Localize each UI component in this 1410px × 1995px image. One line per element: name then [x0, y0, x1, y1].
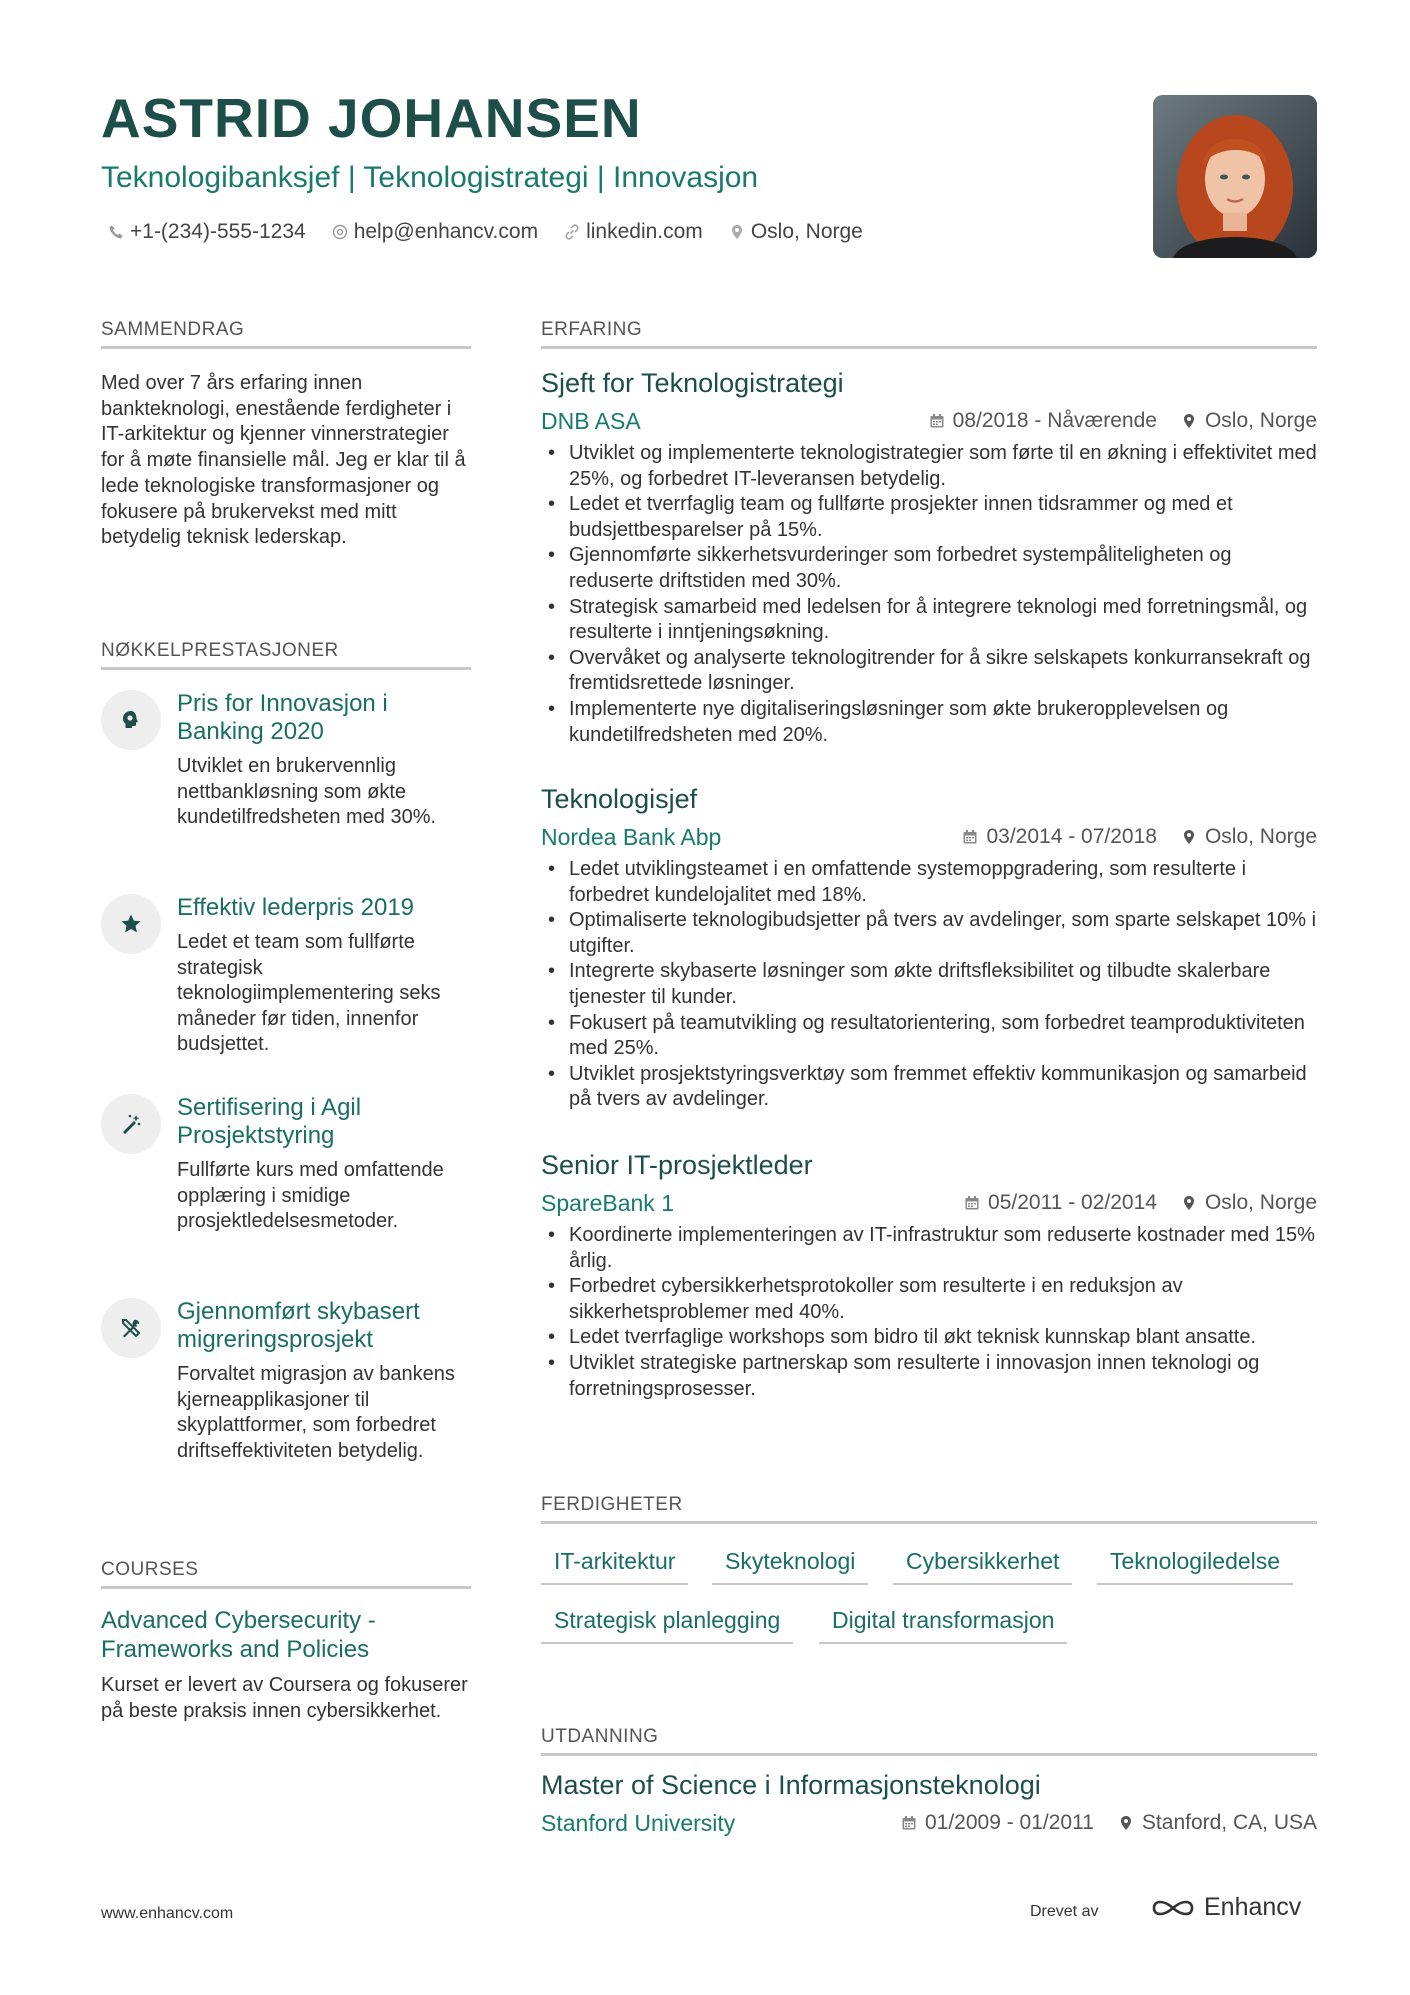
skill-tag: Cybersikkerhet [893, 1548, 1072, 1585]
job-bullet: • Forbedret cybersikkerhetsprotokoller som resulterte i en reduksjon av sikkerhetsproblemer med 40%. [545, 1274, 1320, 1325]
contact-phone [108, 220, 306, 244]
edu-school: Stanford University [541, 1810, 736, 1836]
job-location-text: Oslo, Norge [1204, 409, 1317, 432]
achievement-item [101, 690, 471, 860]
achievement-item [101, 1094, 471, 1264]
job-dates-text: 05/2011 - 02/2014 [988, 1191, 1157, 1214]
achievement-desc: Fullførte kurs med omfattende opplæring i smidige prosjektledelsesmetoder. [177, 1159, 444, 1233]
job-bullet: • Ledet et tverrfaglig team og fullførte prosjekter innen tidsrammer og med et budsjettbesparelser på 15%. [545, 492, 1320, 543]
achievement-title: Effektiv lederpris 2019 [177, 894, 415, 921]
job-bullet: • Implementerte nye digitaliseringsløsninger som økte brukeropplevelsen og kundetilfredsheten med 20%. [545, 697, 1320, 748]
job-bullet: • Ledet utviklingsteamet i en omfattende systemoppgradering, som resulterte i forbedret kundelojalitet med 18%. [545, 857, 1320, 908]
skill-tag: Skyteknologi [712, 1548, 868, 1585]
phone-text: +1-(234)-555-1234 [130, 220, 306, 243]
summary-heading: SAMMENDRAG [101, 319, 245, 340]
job-dates-text: 03/2014 - 07/2018 [986, 825, 1157, 848]
achievement-desc: Utviklet en brukervennlig nettbankløsning som økte kundetilfredsheten med 30%. [177, 755, 437, 829]
courses-rule [101, 1586, 471, 1589]
candidate-headline: Teknologibanksjef | Teknologistrategi | Innovasjon [101, 161, 759, 194]
job-bullet: • Koordinerte implementeringen av IT-infrastruktur som reduserte kostnader med 15% årlig. [545, 1223, 1320, 1274]
education-rule [541, 1753, 1317, 1756]
experience-rule [541, 346, 1317, 349]
skills-rule [541, 1521, 1317, 1524]
magic-wand-icon [119, 1112, 143, 1136]
edu-dates [901, 1811, 1094, 1835]
achievement-badge [101, 690, 161, 750]
achievement-badge [101, 894, 161, 954]
edu-meta [901, 1811, 1317, 1835]
portrait-image [1153, 95, 1317, 258]
edu-location-text: Stanford, CA, USA [1141, 1811, 1317, 1834]
tools-icon [119, 1316, 143, 1340]
map-pin-icon [729, 224, 745, 240]
job-meta [964, 1191, 1317, 1215]
linkedin-text[interactable]: linkedin.com [586, 220, 703, 243]
footer-brand[interactable] [1150, 1893, 1301, 1922]
job-bullet: • Fokusert på teamutvikling og resultatorientering, som forbedret teamproduktiviteten med 25%. [545, 1011, 1320, 1062]
footer-brand-text: Enhancv [1204, 1893, 1302, 1921]
job-company: DNB ASA [541, 408, 641, 434]
location-text: Oslo, Norge [750, 220, 863, 243]
job-company: Nordea Bank Abp [541, 824, 722, 850]
job-location-text: Oslo, Norge [1204, 1191, 1317, 1214]
skill-tag: Digital transformasjon [819, 1607, 1067, 1644]
job-title: Senior IT-prosjektleder [541, 1150, 813, 1180]
map-pin-icon [1118, 1815, 1134, 1831]
job-company: SpareBank 1 [541, 1190, 674, 1216]
job-location-text: Oslo, Norge [1204, 825, 1317, 848]
edu-degree: Master of Science i Informasjonsteknologi [541, 1770, 1041, 1800]
summary-text: Med over 7 års erfaring innen bankteknologi, enestående ferdigheter i IT-arkitektur og kjenner vinnerstrategier for å møte finansielle mål. Jeg er klar til å lede teknologiske transformasjoner og fokusere på brukervekst med mitt betydelig teknisk lederskap. [101, 372, 466, 549]
link-icon [564, 224, 580, 240]
email-text[interactable]: help@enhancv.com [353, 220, 539, 243]
job-bullet: • Ledet tverrfaglige workshops som bidro til økt teknisk kunnskap blant ansatte. [545, 1325, 1320, 1351]
job-meta [929, 409, 1317, 433]
candidate-name: ASTRID JOHANSEN [101, 87, 642, 149]
course-desc: Kurset er levert av Coursera og fokuserer på beste praksis innen cybersikkerhet. [101, 1674, 468, 1722]
course-title: Advanced Cybersecurity - Frameworks and Policies [101, 1607, 376, 1663]
skill-tag: IT-arkitektur [541, 1548, 688, 1585]
job-dates-text: 08/2018 - Nåværende [952, 409, 1157, 432]
calendar-icon [929, 413, 945, 429]
job-dates [962, 825, 1156, 849]
contact-linkedin[interactable] [564, 220, 703, 244]
at-icon [332, 224, 348, 240]
achievements-heading: NØKKELPRESTASJONER [101, 640, 339, 661]
calendar-icon [962, 829, 978, 845]
achievement-title: Pris for Innovasjon i Banking 2020 [177, 690, 388, 745]
courses-heading: COURSES [101, 1559, 199, 1580]
experience-heading: ERFARING [541, 319, 643, 340]
job-bullet: • Utviklet strategiske partnerskap som resulterte i innovasjon innen teknologi og forretningsprosesser. [545, 1351, 1320, 1402]
job-title: Teknologisjef [541, 784, 698, 814]
achievement-item [101, 1298, 471, 1498]
job-bullets [545, 1223, 1320, 1402]
achievement-desc: Forvaltet migrasjon av bankens kjerneapplikasjoner til skyplattformer, som forbedret driftseffektiviteten betydelig. [177, 1363, 455, 1462]
job-bullet: • Utviklet og implementerte teknologistrategier som førte til en økning i effektivitet med 25%, og forbedret IT-leveransen betydelig. [545, 441, 1320, 492]
job-bullet: • Optimaliserte teknologibudsjetter på tvers av avdelinger, som sparte selskapet 10% i utgifter. [545, 908, 1320, 959]
skills-heading: FERDIGHETER [541, 1494, 683, 1515]
achievement-title: Sertifisering i Agil Prosjektstyring [177, 1094, 362, 1149]
lightbulb-head-icon [119, 708, 143, 732]
star-icon [119, 912, 143, 936]
job-bullets [545, 441, 1320, 748]
enhancv-logo-icon [1150, 1894, 1196, 1922]
education-heading: UTDANNING [541, 1726, 659, 1747]
skill-tag: Teknologiledelse [1097, 1548, 1293, 1585]
job-bullet: • Overvåket og analyserte teknologitrender for å sikre selskapets konkurransekraft og fremtidsrettede løsninger. [545, 646, 1320, 697]
map-pin-icon [1181, 1195, 1197, 1211]
job-dates [929, 409, 1157, 433]
achievement-badge [101, 1298, 161, 1358]
job-bullet: • Strategisk samarbeid med ledelsen for å integrere teknologi med forretningsmål, og resulterte i inntjeningsøkning. [545, 595, 1320, 646]
job-bullet: • Integrerte skybaserte løsninger som økte driftsfleksibilitet og tilbudte skalerbare tjenester til kunder. [545, 959, 1320, 1010]
achievements-rule [101, 667, 471, 670]
skill-tag: Strategisk planlegging [541, 1607, 793, 1644]
contact-bar [108, 220, 863, 244]
profile-photo [1153, 95, 1317, 258]
map-pin-icon [1181, 413, 1197, 429]
phone-icon [108, 224, 124, 240]
summary-rule [101, 346, 471, 349]
calendar-icon [964, 1195, 980, 1211]
footer-site-link[interactable]: www.enhancv.com [101, 1905, 234, 1922]
calendar-icon [901, 1815, 917, 1831]
job-bullet: • Utviklet prosjektstyringsverktøy som fremmet effektiv kommunikasjon og samarbeid på tvers av avdelinger. [545, 1062, 1320, 1113]
job-meta [962, 825, 1317, 849]
edu-location [1118, 1811, 1317, 1835]
job-location [1181, 825, 1317, 849]
contact-location [729, 220, 863, 244]
achievement-desc: Ledet et team som fullførte strategisk teknologiimplementering seks måneder før tiden, innenfor budsjettet. [177, 931, 441, 1056]
edu-dates-text: 01/2009 - 01/2011 [924, 1811, 1094, 1834]
footer-powered-by: Drevet av [1030, 1903, 1099, 1920]
job-bullet: • Gjennomførte sikkerhetsvurderinger som forbedret systempåliteligheten og reduserte driftstiden med 30%. [545, 543, 1320, 594]
achievement-item [101, 894, 471, 1064]
achievement-badge [101, 1094, 161, 1154]
job-bullets [545, 857, 1320, 1113]
job-location [1181, 1191, 1317, 1215]
job-title: Sjeft for Teknologistrategi [541, 368, 844, 398]
achievement-title: Gjennomført skybasert migreringsprosjekt [177, 1298, 420, 1353]
contact-email[interactable] [332, 220, 538, 244]
job-dates [964, 1191, 1157, 1215]
job-location [1181, 409, 1317, 433]
map-pin-icon [1181, 829, 1197, 845]
